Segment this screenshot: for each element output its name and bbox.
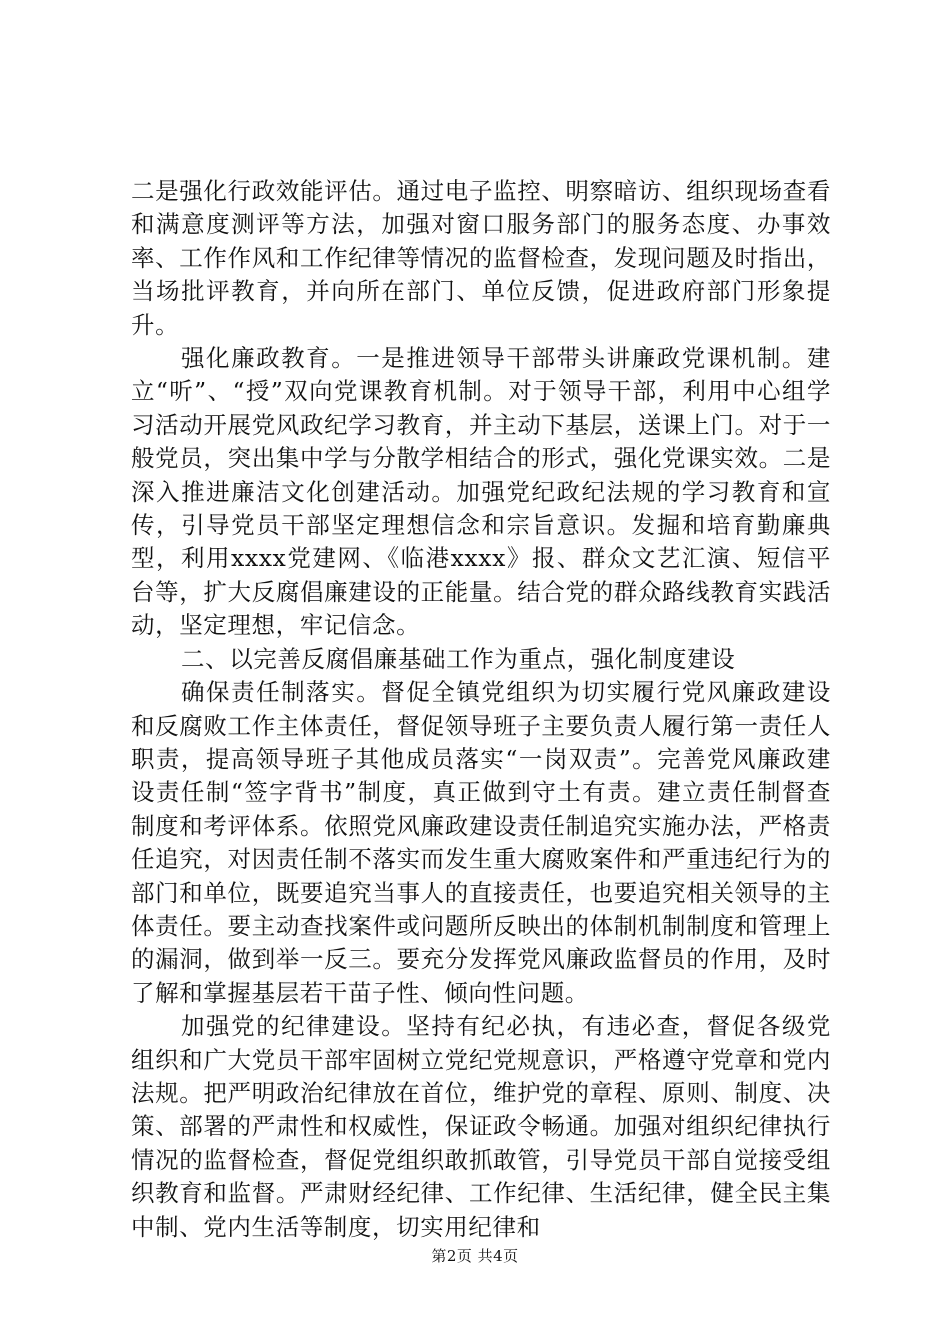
paragraph-efficiency-evaluation: 二是强化行政效能评估。通过电子监控、明察暗访、组织现场查看和满意度测评等方法，加强对窗口服务部门的服务态度、办事效率、工作作风和工作纪律等情况的监督检查，发现问题及时指出，当场批评教育，并向所在部门、单位反馈，促进政府部门形象提升。 — [131, 177, 831, 339]
document-body — [131, 175, 831, 1244]
paragraph-responsibility-system: 确保责任制落实。督促全镇党组织为切实履行党风廉政建设和反腐败工作主体责任，督促领导班子主要负责人履行第一责任人职责，提高领导班子其他成员落实“一岗双责”。完善党风廉政建设责任制“签字背书”制度，真正做到守土有责。建立责任制督查制度和考评体系。依照党风廉政建设责任制追究实施办法，严格责任追究，对因责任制不落实而发生重大腐败案件和严重违纪行为的部门和单位，既要追究当事人的直接责任，也要追究相关领导的主体责任。要主动查找案件或问题所反映出的体制机制制度和管理上的漏洞，做到举一反三。要充分发挥党风廉政监督员的作用，及时了解和掌握基层若干苗子性、倾向性问题。 — [131, 678, 831, 1007]
page-number-footer: 第2页 共4页 — [431, 1247, 519, 1265]
paragraph-party-discipline: 加强党的纪律建设。坚持有纪必执，有违必查，督促各级党组织和广大党员干部牢固树立党纪党规意识，严格遵守党章和党内法规。把严明政治纪律放在首位，维护党的章程、原则、制度、决策、部署的严肃性和权威性，保证政令畅通。加强对组织纪律执行情况的监督检查，督促党组织敢抓敢管，引导党员干部自觉接受组织教育和监督。严肃财经纪律、工作纪律、生活纪律，健全民主集中制、党内生活等制度，切实用纪律和 — [131, 1012, 831, 1241]
paragraph-integrity-education: 强化廉政教育。一是推进领导干部带头讲廉政党课机制。建立“听”、“授”双向党课教育机制。对于领导干部，利用中心组学习活动开展党风政纪学习教育，并主动下基层，送课上门。对于一般党员，突出集中学与分散学相结合的形式，强化党课实效。二是深入推进廉洁文化创建活动。加强党纪政纪法规的学习教育和宣传，引导党员干部坚定理想信念和宗旨意识。发掘和培育勤廉典型，利用xxxx党建网、《临港xxxx》报、群众文艺汇演、短信平台等，扩大反腐倡廉建设的正能量。结合党的群众路线教育实践活动，坚定理想，牢记信念。 — [131, 344, 831, 640]
section-heading-system-building: 二、以完善反腐倡廉基础工作为重点，强化制度建设 — [181, 644, 736, 673]
